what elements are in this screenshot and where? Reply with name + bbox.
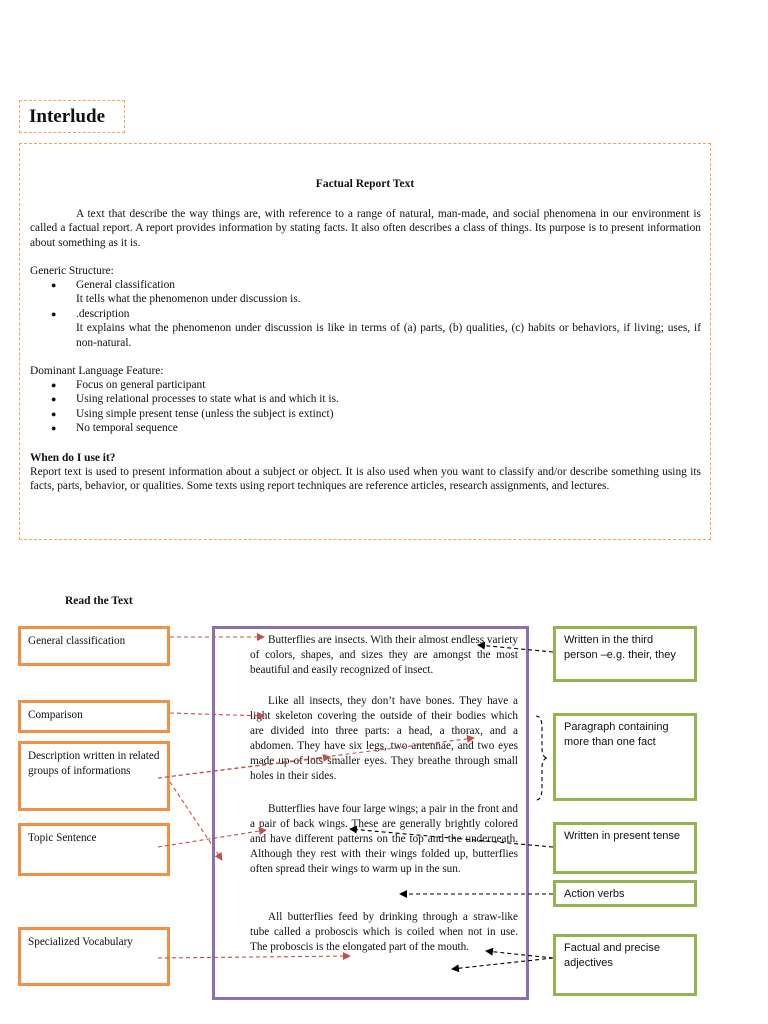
paragraph-1: Butterflies are insects. With their almost endless variety of colors, shapes, and sizes they are amongst the most beautiful and easily recognized of insect. <box>250 634 518 676</box>
bullet-icon: ● <box>51 423 57 434</box>
bullet-icon: ● <box>51 280 57 290</box>
label-specialized-vocabulary <box>18 927 170 986</box>
paragraph-2: Like all insects, they don’t have bones. They have a light skeleton covering the outside of their bodies which are divided into three parts: a head, a thorax, and a abdomen. They have six legs, two antennae, and two eyes made up of lots smaller eyes. They breathe through small holes in their sides. <box>250 695 518 782</box>
label-present-tense <box>553 822 697 874</box>
label-factual-adjectives <box>553 934 697 996</box>
paragraph-3: Butterflies have four large wings; a pair in the front and a pair of back wings. These are generally brightly colored and have different patterns on the top and the underneath. Although they rest with their wings folded up, butterflies often spread their wings to warm up in the sun. <box>250 803 518 875</box>
label-text: Written in present tense <box>564 830 680 842</box>
label-text: General classification <box>28 635 126 647</box>
list-item-desc: It tells what the phenomenon under discussion is. <box>76 293 301 306</box>
label-text: Action verbs <box>564 888 625 900</box>
bullet-icon: ● <box>51 308 57 319</box>
paragraph-4: All butterflies feed by drinking through a straw-like tube called a proboscis which is coiled when not in use. The proboscis is the elongated part of the mouth. <box>250 911 518 953</box>
interlude-title: Interlude <box>29 106 105 127</box>
read-text-heading: Read the Text <box>65 595 133 607</box>
generic-structure-list <box>30 278 701 350</box>
label-comparison <box>18 700 170 733</box>
label-text: Paragraph containing more than one fact <box>564 721 669 748</box>
list-item-desc: It explains what the phenomenon under discussion is like in terms of (a) parts, (b) qualities, (c) habits or behaviors, if living; uses, if non-natural. <box>76 322 701 349</box>
report-title: Factual Report Text <box>315 178 415 190</box>
label-text: Specialized Vocabulary <box>28 936 133 948</box>
list-item: ● Using relational processes to state what is and which it is. <box>51 393 339 406</box>
list-item: ● Using simple present tense (unless the subject is extinct) <box>51 407 334 420</box>
label-description <box>18 741 170 811</box>
label-topic-sentence <box>18 823 170 876</box>
label-action-verbs <box>553 880 697 907</box>
bullet-icon: ● <box>51 408 57 419</box>
list-item: ● General classification <box>51 279 175 291</box>
generic-structure-heading: Generic Structure: <box>30 265 114 277</box>
list-item: ● Focus on general participant <box>51 379 206 391</box>
label-paragraph-facts <box>553 713 697 801</box>
when-body: Report text is used to present information about a subject or object. It is also used when you want to classify and/or describe something using its facts, parts, behavior, or qualities. Some texts using report techniques are reference articles, research assignments, and lectures. <box>30 466 701 493</box>
brace-bracket <box>536 716 548 800</box>
label-third-person <box>553 626 697 682</box>
list-item: ● No temporal sequence <box>51 422 178 435</box>
label-general-classification <box>18 626 170 666</box>
language-feature-list <box>30 378 701 436</box>
bullet-icon: ● <box>51 380 57 390</box>
label-text: Topic Sentence <box>28 832 97 844</box>
bullet-icon: ● <box>51 394 57 405</box>
report-intro: A text that describe the way things are, with reference to a range of natural, man-made, and social phenomena in our environment is called a factual report. A report provides information by stating facts. It also often describes a class of things. Its purpose is to present information about something as it is. <box>30 208 701 249</box>
label-text: Description written in related groups of informations <box>28 750 160 777</box>
label-text: Comparison <box>28 709 83 721</box>
label-text: Factual and precise adjectives <box>564 942 660 969</box>
language-feature-heading: Dominant Language Feature: <box>30 365 164 377</box>
list-item: ● .description <box>51 307 130 320</box>
label-text: Written in the third person –e.g. their, they <box>564 634 676 661</box>
when-heading: When do I use it? <box>30 452 116 464</box>
